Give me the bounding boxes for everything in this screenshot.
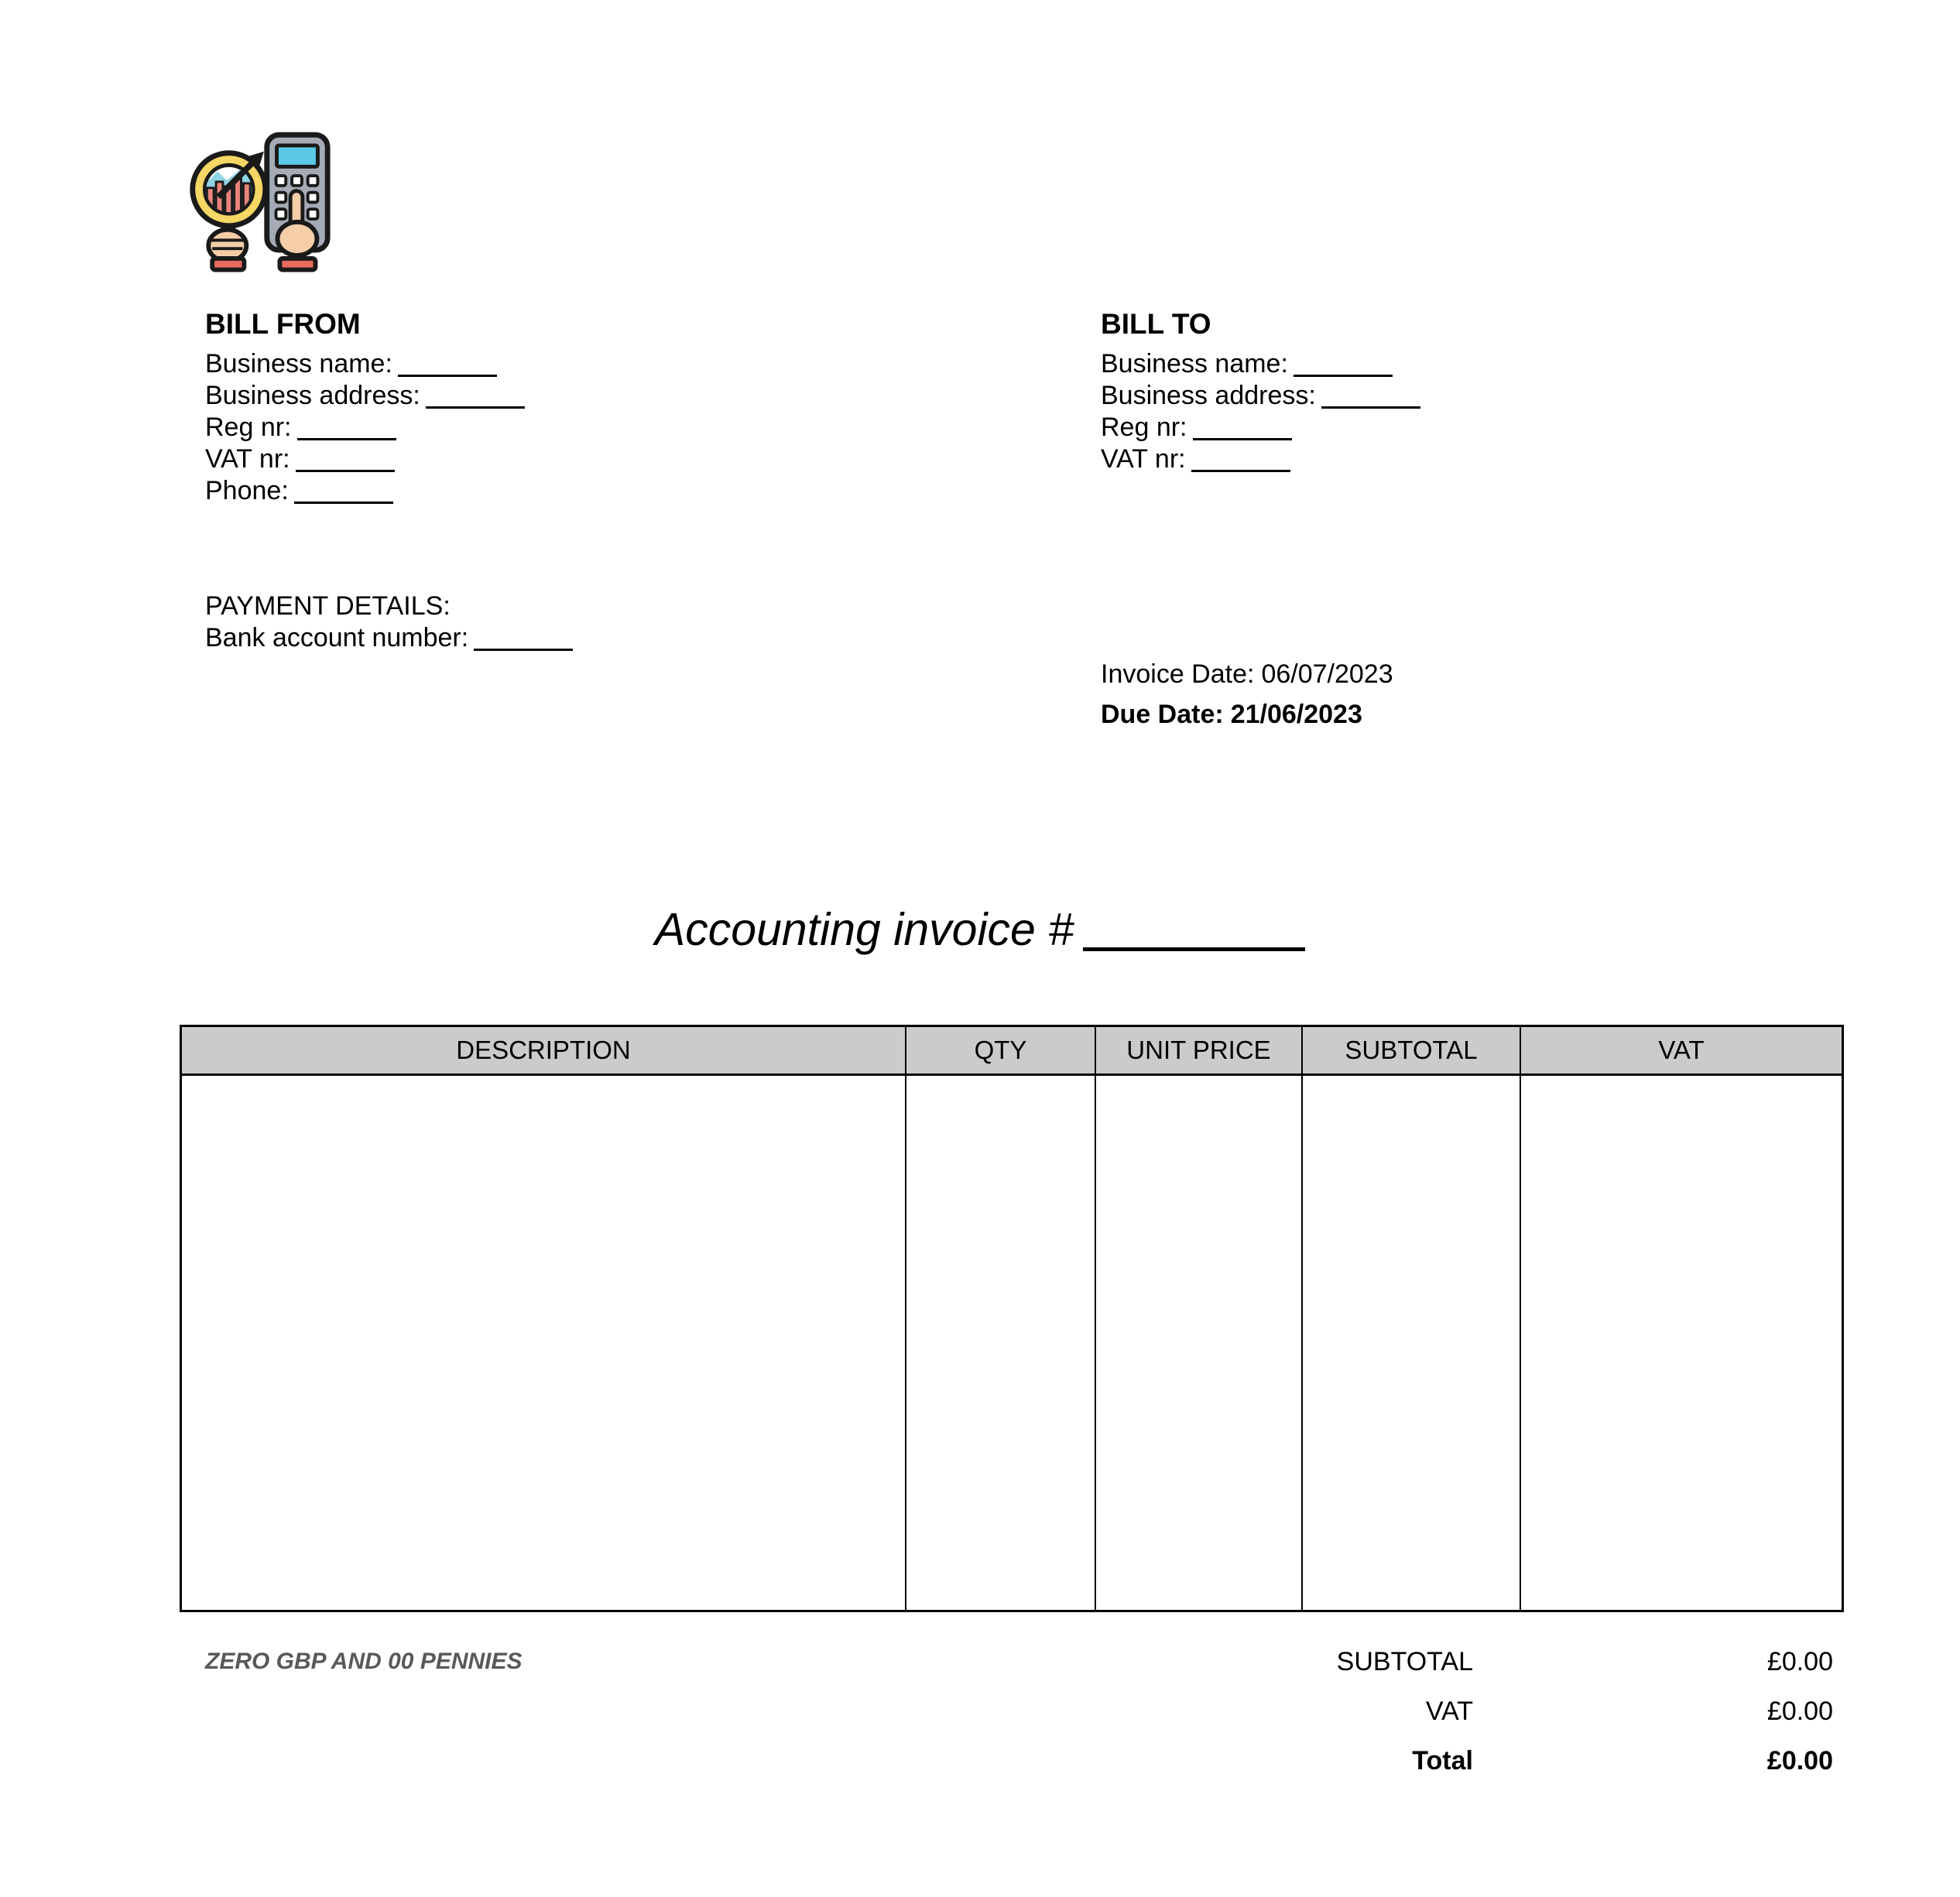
line-items-table xyxy=(180,1025,1844,1612)
total-value: £0.00 xyxy=(1766,1746,1833,1775)
fill-in-blank xyxy=(294,477,393,504)
cell-unit-price xyxy=(1096,1076,1303,1610)
field-reg-nr xyxy=(205,412,525,443)
fill-in-blank xyxy=(296,445,395,472)
field-label: VAT nr: xyxy=(1101,444,1186,474)
invoice-title-text: Accounting invoice # xyxy=(654,904,1074,955)
field-label: Bank account number: xyxy=(205,623,469,652)
cell-qty xyxy=(906,1076,1096,1610)
total-row xyxy=(1161,1746,1833,1776)
fill-in-blank xyxy=(1191,445,1290,472)
due-date-label: Due Date: xyxy=(1101,700,1224,729)
fill-in-blank xyxy=(426,382,525,409)
subtotal-row xyxy=(1161,1647,1833,1677)
bill-from-section xyxy=(205,306,525,507)
cell-vat xyxy=(1521,1076,1842,1610)
field-vat-nr xyxy=(1101,443,1420,475)
subtotal-value: £0.00 xyxy=(1766,1647,1833,1676)
field-label: VAT nr: xyxy=(205,444,290,474)
column-header-subtotal: SUBTOTAL xyxy=(1303,1027,1521,1073)
fill-in-blank xyxy=(1193,413,1292,440)
company-logo xyxy=(182,124,334,272)
field-bank-account-number xyxy=(205,622,573,654)
calculator-icon xyxy=(267,135,327,269)
field-label: Reg nr: xyxy=(1101,413,1187,442)
field-business-address xyxy=(205,380,525,412)
bill-to-section xyxy=(1101,306,1420,475)
field-reg-nr xyxy=(1101,412,1420,443)
column-header-vat: VAT xyxy=(1658,1036,1705,1064)
fill-in-blank xyxy=(1294,350,1393,377)
field-label: Phone: xyxy=(205,476,289,505)
vat-label: VAT xyxy=(1425,1697,1473,1726)
column-header-unit-price: UNIT PRICE xyxy=(1096,1027,1303,1073)
column-header-qty: QTY xyxy=(906,1027,1096,1073)
magnifier-chart-icon xyxy=(193,152,266,270)
column-header-description: DESCRIPTION xyxy=(182,1027,906,1073)
payment-details-section xyxy=(205,591,573,654)
field-phone xyxy=(205,475,525,507)
fill-in-blank xyxy=(474,624,573,651)
field-business-name xyxy=(205,348,525,380)
bill-from-title: BILL FROM xyxy=(205,308,361,340)
due-date-line xyxy=(1101,700,1393,730)
fill-in-blank xyxy=(297,413,396,440)
total-label: Total xyxy=(1412,1746,1473,1775)
field-business-name xyxy=(1101,348,1420,380)
field-vat-nr xyxy=(205,443,525,475)
field-label: Reg nr: xyxy=(205,413,292,442)
amount-in-words: ZERO GBP AND 00 PENNIES xyxy=(205,1649,523,1674)
bill-to-title: BILL TO xyxy=(1101,308,1211,340)
invoice-date-line xyxy=(1101,659,1393,690)
totals-section xyxy=(1161,1647,1833,1796)
cell-subtotal xyxy=(1303,1076,1521,1610)
field-business-address xyxy=(1101,380,1420,412)
payment-details-title: PAYMENT DETAILS: xyxy=(205,591,451,621)
vat-value: £0.00 xyxy=(1766,1697,1833,1726)
subtotal-label: SUBTOTAL xyxy=(1336,1647,1473,1676)
field-label: Business address: xyxy=(1101,381,1316,410)
invoice-number-blank xyxy=(1083,911,1305,951)
field-label: Business name: xyxy=(1101,349,1288,378)
fill-in-blank xyxy=(1321,382,1420,409)
vat-row xyxy=(1161,1697,1833,1727)
field-label: Business address: xyxy=(205,381,420,410)
invoice-date-value: 06/07/2023 xyxy=(1261,659,1393,689)
due-date-value: 21/06/2023 xyxy=(1230,700,1362,729)
invoice-title xyxy=(0,903,1960,956)
invoice-date-label: Invoice Date: xyxy=(1101,659,1255,689)
dates-section xyxy=(1101,659,1393,740)
field-label: Business name: xyxy=(205,349,392,378)
table-row xyxy=(182,1076,1842,1610)
fill-in-blank xyxy=(398,350,497,377)
table-header-row xyxy=(182,1027,1842,1076)
cell-description xyxy=(182,1076,906,1610)
